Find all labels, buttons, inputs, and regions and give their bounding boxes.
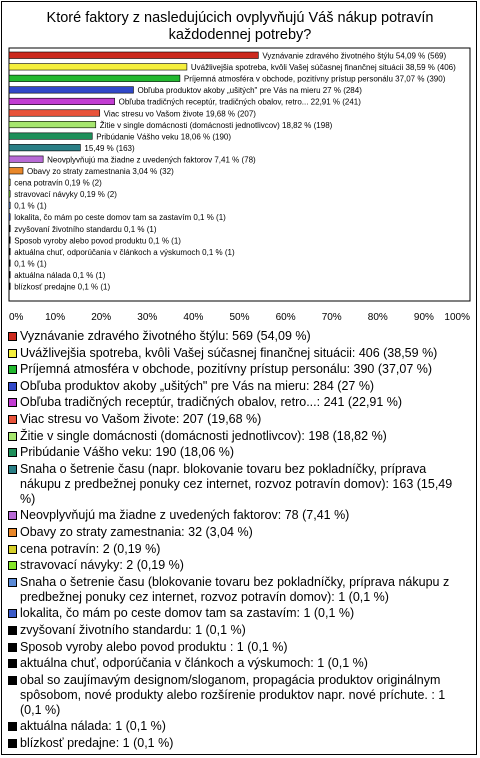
legend-label: zvyšovaní životního standardu: 1 (0,1 %) [20,622,246,637]
legend-swatch [8,722,17,731]
legend-item [8,623,470,638]
legend-label: Neovplyvňujú ma žiadne z uvedených faktorov: 78 (7,41 %) [20,508,350,523]
bar-label: blízkosť predajne 0,1 % (1) [14,282,111,292]
legend-label: Obľuba produktov akoby „ušitých" pre Vás na mieru: 284 (27 %) [20,378,375,393]
legend-label: Žitie v single domácnosti (domácnosti jednotlivcov): 198 (18,82 %) [20,428,387,443]
legend-item [8,673,470,718]
legend-label: aktuálna chuť, odporúčania v článkoch a výskumoch: 1 (0,1 %) [20,656,368,671]
legend-swatch [8,739,17,748]
legend-swatch [8,382,17,391]
bar-chart [0,0,480,330]
legend-swatch [8,432,17,441]
legend-label: aktuálna nálada: 1 (0,1 %) [20,719,166,734]
legend-label: Uvážlivejšia spotreba, kvôli Vašej súčasnej finančnej situácii: 406 (38,59 %) [20,345,438,360]
legend-item [8,508,470,523]
legend-item [8,395,470,410]
bar-label: 15,49 % (163) [84,143,135,153]
legend-swatch [8,365,17,374]
legend-item [8,412,470,427]
bar-label: Obľuba tradičných receptúr, tradičných obalov, retro... 22,91 % (241) [118,97,361,107]
x-tick-label: 40% [183,312,204,323]
x-tick-label: 20% [91,312,112,323]
legend-swatch [8,676,17,685]
bar-label: 0,1 % (1) [14,259,47,269]
bar-label: Viac stresu vo Vašom živote 19,68 % (207) [103,109,256,119]
legend-item [8,606,470,621]
bar-label: Žitie v single domácnosti (domácnosti jednotlivcov) 18,82 % (198) [99,120,333,130]
bar [9,248,10,255]
bar [9,98,115,105]
legend-label: blízkosť predajne: 1 (0,1 %) [20,735,174,750]
legend-swatch [8,415,17,424]
legend-label: Príjemná atmosféra v obchode, pozitívny prístup personálu: 390 (37,07 %) [20,362,433,377]
legend-swatch [8,578,17,587]
legend-label: lokalita, čo mám po ceste domov tam sa zastavím: 1 (0,1 %) [20,606,355,621]
chart-legend [8,329,470,752]
bar-label: Príjemná atmosféra v obchode, pozitívny prístup personálu 37,07 % (390) [183,74,446,84]
legend-swatch [8,349,17,358]
legend-swatch [8,448,17,457]
legend-swatch [8,332,17,341]
legend-label: Obľuba tradičných receptúr, tradičných obalov, retro...: 241 (22,91 %) [20,395,403,410]
bar [9,133,92,140]
legend-label: Viac stresu vo Vašom živote: 207 (19,68 %) [20,411,262,426]
bar-label: aktuálna chuť, odporúčania v článkoch a výskumoch 0,1 % (1) [14,247,235,257]
legend-label: Snaha o šetrenie času (blokovanie tovaru bez pokladníčky, príprava nákupu z predbežnej ponuky cez internet, rozvoz potravín domov): 1 (0,1 %) [20,574,450,604]
bar [9,75,180,82]
x-axis-ticks [9,312,470,323]
x-tick-label: 0% [9,312,24,323]
bar [9,271,10,278]
bar-label: Pribúdanie Vášho veku 18,06 % (190) [96,132,232,142]
legend-item [8,346,470,361]
bar [9,156,43,163]
x-tick-label: 70% [321,312,342,323]
bar [9,144,80,151]
legend-label: Sposob vyroby alebo povod produktu : 1 (0,1 %) [20,639,288,654]
legend-item [8,445,470,460]
bar-label: zvyšovaní životního standardu 0,1 % (1) [14,224,157,234]
bar [9,214,10,221]
x-tick-label: 60% [275,312,296,323]
legend-label: obal so zaujímavým designom/sloganom, propagácia produktov originálnym spôsobom, nové produkty alebo rozšírenie produktov napr. nové príchute. : 1 (0,1 %) [20,672,446,717]
legend-swatch [8,643,17,652]
legend-swatch [8,545,17,554]
bar [9,64,187,71]
legend-label: Pribúdanie Vášho veku: 190 (18,06 %) [20,445,235,460]
x-tick-label: 30% [137,312,158,323]
bar [9,202,10,209]
bar [9,121,96,128]
legend-swatch [8,609,17,618]
bar [9,179,10,186]
legend-label: Snaha o šetrenie času (napr. blokovanie tovaru bez pokladníčky, príprava nákupu z predbežnej ponuky cez internet, rozvoz potravín domov): 163 (15,49 %) [20,461,453,506]
bar [9,225,10,232]
legend-item [8,429,470,444]
legend-item [8,719,470,734]
bar [9,260,10,267]
bar-label: Obavy zo straty zamestnania 3,04 % (32) [27,167,174,176]
legend-swatch [8,465,17,474]
bar-label: Neovplyvňujú ma žiadne z uvedených faktorov 7,41 % (78) [47,155,256,165]
legend-swatch [8,398,17,407]
x-tick-label: 10% [45,312,66,323]
bar-label: Obľuba produktov akoby „ušitých" pre Vás na mieru 27 % (284) [137,86,362,96]
legend-item [8,640,470,655]
bar-label: lokalita, čo mám po ceste domov tam sa zastavím 0,1 % (1) [14,213,226,223]
legend-item [8,558,470,573]
legend-label: Obavy zo straty zamestnania: 32 (3,04 %) [20,524,253,539]
legend-label: Vyznávanie zdravého životného štýlu: 569 (54,09 %) [20,329,311,343]
x-tick-label: 50% [229,312,250,323]
bar-label: Uvážlivejšia spotreba, kvôli Vašej súčasnej finančnej situácii 38,59 % (406) [190,63,456,73]
legend-item [8,329,470,344]
legend-label: cena potravín: 2 (0,19 %) [20,541,161,556]
legend-swatch [8,561,17,570]
x-tick-label: 90% [413,312,434,323]
bar-label: stravovací návyky 0,19 % (2) [14,190,117,200]
bar [9,283,10,290]
legend-swatch [8,528,17,537]
bar [9,87,133,94]
legend-label: stravovací návyky: 2 (0,19 %) [20,558,184,573]
legend-item [8,575,470,605]
legend-item [8,379,470,394]
bar [9,168,23,175]
bar-label: aktuálna nálada 0,1 % (1) [14,270,106,280]
bar [9,52,258,59]
bar [9,191,10,198]
x-tick-label: 80% [367,312,388,323]
legend-swatch [8,626,17,635]
legend-swatch [8,511,17,520]
legend-item [8,362,470,377]
legend-swatch [8,659,17,668]
x-tick-label: 100% [444,312,470,323]
legend-item [8,656,470,671]
bar-label: Vyznávanie zdravého životného štýlu 54,09 % (569) [262,51,447,61]
bar-label: Sposob vyroby alebo povod produktu 0,1 % (1) [14,236,181,246]
bar-label: 0,1 % (1) [14,201,47,211]
chart-title: Ktoré faktory z nasledujúcich ovplyvňujú Váš nákup potravín každodennej potreby? [46,10,434,43]
legend-item [8,736,470,751]
bar-label: cena potravín 0,19 % (2) [14,178,102,188]
legend-item [8,542,470,557]
legend-item [8,462,470,507]
legend-item [8,525,470,540]
bar [9,110,100,117]
bar [9,237,10,244]
